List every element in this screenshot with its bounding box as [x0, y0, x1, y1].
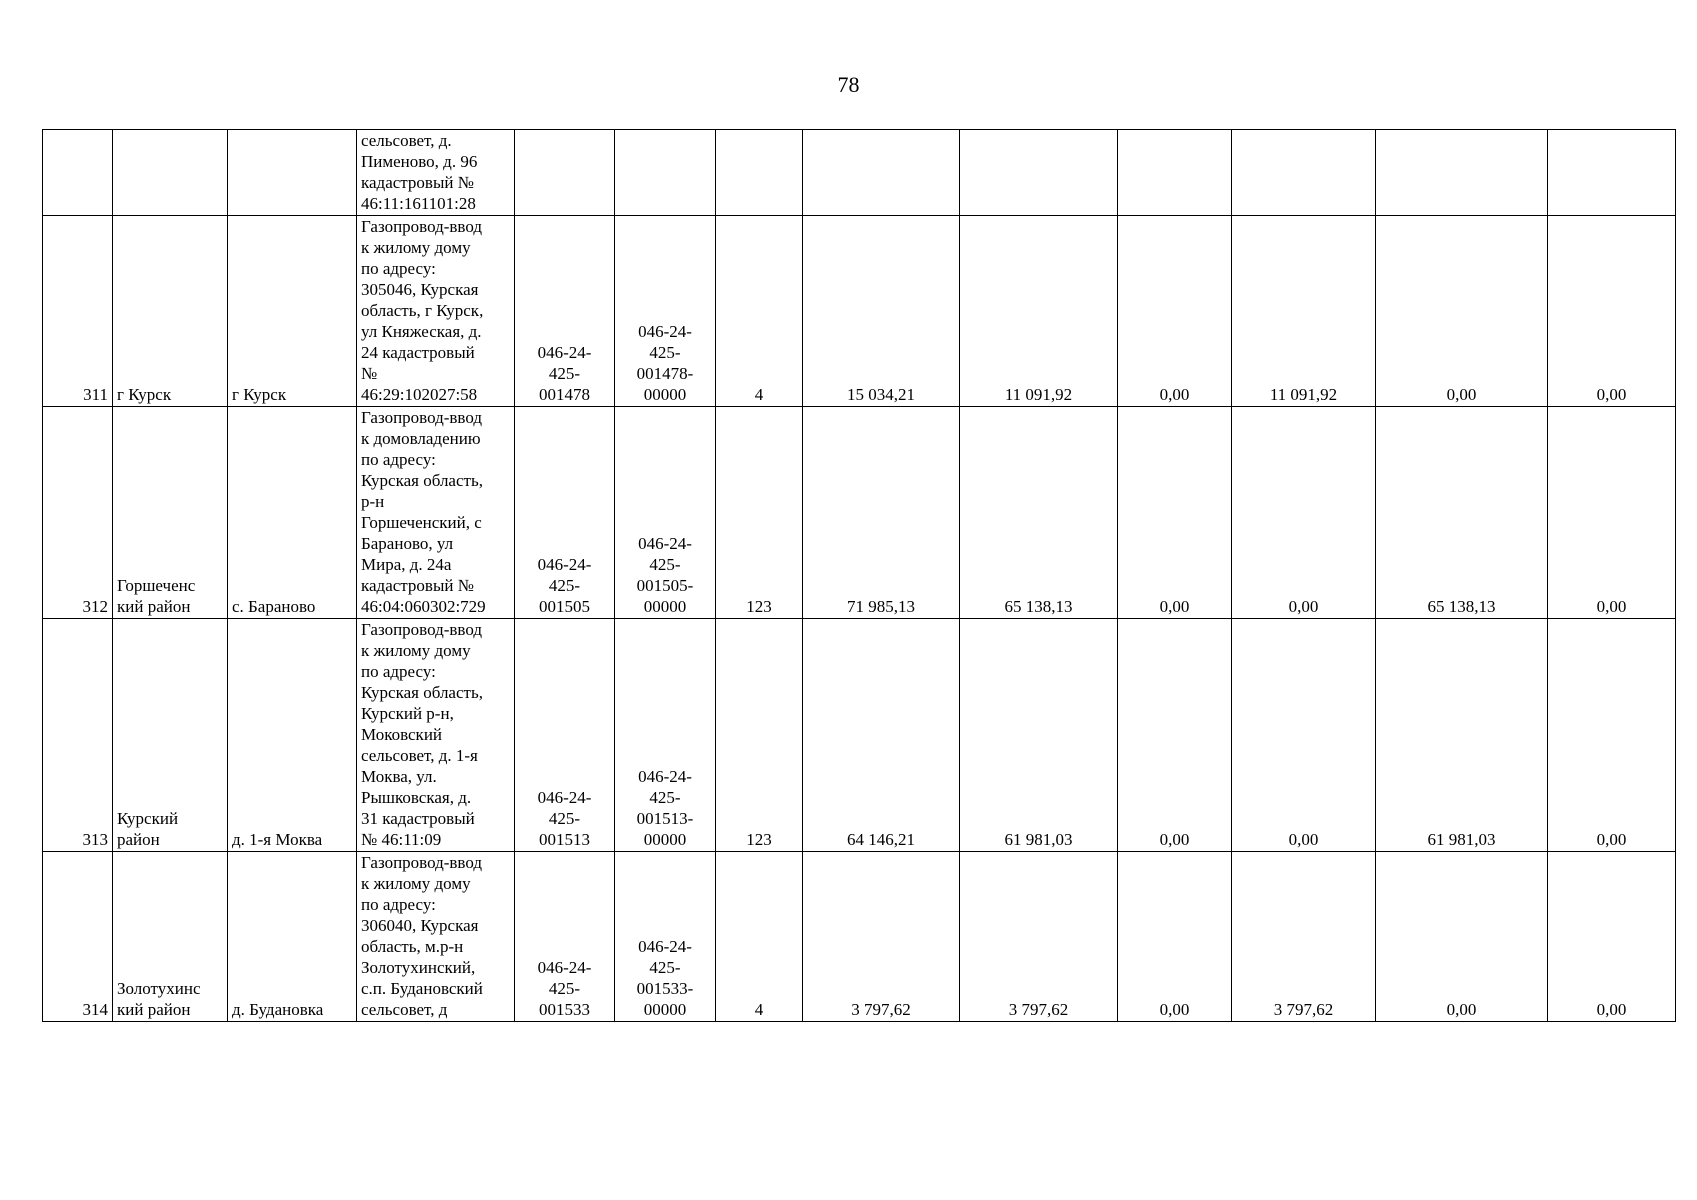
value-6-cell: 0,00	[1548, 216, 1676, 407]
value-6-cell	[1548, 130, 1676, 216]
inventory-code-cell: 046-24- 425- 001533- 00000	[615, 852, 716, 1022]
value-6-cell: 0,00	[1548, 407, 1676, 619]
registry-code-cell: 046-24- 425- 001513	[515, 619, 615, 852]
quantity-cell	[716, 130, 803, 216]
value-5-cell: 0,00	[1376, 852, 1548, 1022]
value-5-cell: 65 138,13	[1376, 407, 1548, 619]
value-3-cell: 0,00	[1118, 407, 1232, 619]
district-cell: г Курск	[113, 216, 228, 407]
description-cell: Газопровод-ввод к жилому дому по адресу: 306040, Курская область, м.р-н Золотухинский, с.п. Будановский сельсовет, д	[357, 852, 515, 1022]
row-number-cell: 314	[43, 852, 113, 1022]
inventory-code-cell	[615, 130, 716, 216]
value-5-cell	[1376, 130, 1548, 216]
value-5-cell: 61 981,03	[1376, 619, 1548, 852]
value-1-cell: 15 034,21	[803, 216, 960, 407]
value-6-cell: 0,00	[1548, 619, 1676, 852]
locality-cell	[228, 130, 357, 216]
value-3-cell: 0,00	[1118, 216, 1232, 407]
district-cell	[113, 130, 228, 216]
value-4-cell	[1232, 130, 1376, 216]
locality-cell: д. 1-я Моква	[228, 619, 357, 852]
value-4-cell: 0,00	[1232, 619, 1376, 852]
row-number-cell	[43, 130, 113, 216]
table-row	[43, 130, 1676, 216]
quantity-cell: 123	[716, 619, 803, 852]
inventory-code-cell: 046-24- 425- 001505- 00000	[615, 407, 716, 619]
value-1-cell: 3 797,62	[803, 852, 960, 1022]
table-row	[43, 216, 1676, 407]
value-4-cell: 11 091,92	[1232, 216, 1376, 407]
value-1-cell	[803, 130, 960, 216]
table-row	[43, 407, 1676, 619]
value-3-cell: 0,00	[1118, 852, 1232, 1022]
district-cell: Золотухинс кий район	[113, 852, 228, 1022]
inventory-code-cell: 046-24- 425- 001513- 00000	[615, 619, 716, 852]
registry-code-cell	[515, 130, 615, 216]
description-cell: Газопровод-ввод к жилому дому по адресу: Курская область, Курский р-н, Моковский сельсовет, д. 1-я Моква, ул. Рышковская, д. 31 кадастровый № 46:11:09	[357, 619, 515, 852]
row-number-cell: 313	[43, 619, 113, 852]
value-3-cell: 0,00	[1118, 619, 1232, 852]
value-2-cell: 3 797,62	[960, 852, 1118, 1022]
value-2-cell: 61 981,03	[960, 619, 1118, 852]
description-cell: сельсовет, д. Пименово, д. 96 кадастровый № 46:11:161101:28	[357, 130, 515, 216]
value-4-cell: 3 797,62	[1232, 852, 1376, 1022]
locality-cell: г Курск	[228, 216, 357, 407]
description-cell: Газопровод-ввод к домовладению по адресу: Курская область, р-н Горшеченский, с Бараново, ул Мира, д. 24а кадастровый № 46:04:060302:729	[357, 407, 515, 619]
value-5-cell: 0,00	[1376, 216, 1548, 407]
quantity-cell: 4	[716, 216, 803, 407]
inventory-code-cell: 046-24- 425- 001478- 00000	[615, 216, 716, 407]
value-1-cell: 71 985,13	[803, 407, 960, 619]
value-2-cell: 65 138,13	[960, 407, 1118, 619]
registry-code-cell: 046-24- 425- 001505	[515, 407, 615, 619]
row-number-cell: 312	[43, 407, 113, 619]
register-table	[42, 129, 1676, 1022]
district-cell: Горшеченс кий район	[113, 407, 228, 619]
page-number: 78	[837, 72, 860, 97]
value-2-cell	[960, 130, 1118, 216]
description-cell: Газопровод-ввод к жилому дому по адресу: 305046, Курская область, г Курск, ул Княжеская, д. 24 кадастровый № 46:29:102027:58	[357, 216, 515, 407]
table-row	[43, 619, 1676, 852]
locality-cell: с. Бараново	[228, 407, 357, 619]
quantity-cell: 123	[716, 407, 803, 619]
value-3-cell	[1118, 130, 1232, 216]
value-4-cell: 0,00	[1232, 407, 1376, 619]
value-2-cell: 11 091,92	[960, 216, 1118, 407]
row-number-cell: 311	[43, 216, 113, 407]
value-1-cell: 64 146,21	[803, 619, 960, 852]
registry-code-cell: 046-24- 425- 001533	[515, 852, 615, 1022]
registry-code-cell: 046-24- 425- 001478	[515, 216, 615, 407]
district-cell: Курский район	[113, 619, 228, 852]
locality-cell: д. Будановка	[228, 852, 357, 1022]
quantity-cell: 4	[716, 852, 803, 1022]
value-6-cell: 0,00	[1548, 852, 1676, 1022]
table-row	[43, 852, 1676, 1022]
